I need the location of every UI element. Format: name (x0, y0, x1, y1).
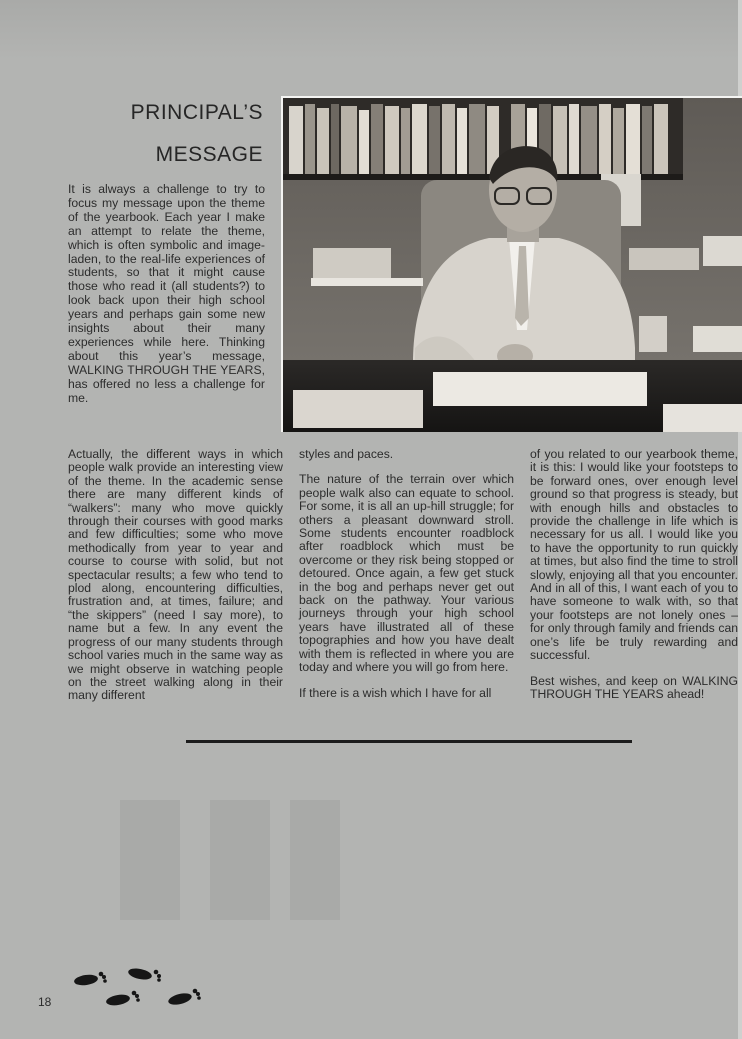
column-3-paragraph-2: Best wishes, and keep on WALKING THROUGH THE YEARS ahead! (530, 673, 738, 701)
title-line-1: PRINCIPAL’S (130, 101, 263, 124)
intro-paragraph: It is always a challenge to try to focus my message upon the theme of the yearbook. Each year I make an attempt to relate the theme, which is often symbolic and image-laden, to the real-life experiences of students, so that it might cause those who read it (all students?) to look back upon their high school years and perhaps gain some new insights about their many experiences while here. Thinking about this year’s message, WALKING THROUGH THE YEARS, has offered no less a challenge for me. (68, 182, 265, 405)
body-column-2 (299, 448, 514, 712)
column-2-paragraph-3: If there is a wish which I have for all (299, 685, 492, 700)
principal-photo (281, 96, 742, 432)
page-number: 18 (38, 995, 52, 1009)
page-background (0, 0, 742, 60)
column-2-paragraph-1: styles and paces. (299, 447, 394, 461)
column-2-paragraph-2: The nature of the terrain over which people walk also can equate to school. For some, it is all an up-hill struggle; for others a pleasant downward stroll. Some students encounter roadblock after roadblock which must be overcome or they risk being stopped or detoured. Once again, a few get stuck in the bog and perhaps never get out back on the pathway. Your various journeys through your high school years have illustrated all of these topographies and how you have dealt with them is reflected in where you are today and where you will go from here. (299, 472, 514, 675)
ghost-watermark (100, 780, 360, 940)
footprints-icon (70, 962, 210, 1010)
column-3-paragraph-1: of you related to our yearbook theme, it is this: I would like your footsteps to be forward ones, over enough level ground so that progress is steady, but with enough hills and obstacles to provide the challenge in life which is necessary for us all. I would like you to have the opportunity to run quickly at times, but also find the time to stroll slowly, enjoying all that you encounter. And in all of this, I want each of you to have someone to walk with, so that your footsteps are not lonely ones – for only through family and friends can one’s life be truly rewarding and successful. (530, 447, 738, 663)
title-line-2: MESSAGE (155, 143, 263, 166)
column-1-paragraph-1: Actually, the different ways in which people walk provide an interesting view of the theme. In the academic sense there are many different kinds of “walkers”: many who move quickly through their courses with good marks and few difficulties; some who move methodically from year to year and course to course with solid, but not spectacular results; a few who tend to plod along, encountering difficulties, frustration and, at times, failure; and “the skippers” (need I say more), to name but a few. In any event the progress of our many students through school varies much in the same way as we might observe in watching people on the street walking along in their many different (68, 447, 283, 703)
body-column-1 (68, 448, 283, 715)
principal-at-desk-icon (283, 98, 742, 432)
body-column-3 (530, 448, 738, 713)
section-divider (186, 740, 632, 743)
